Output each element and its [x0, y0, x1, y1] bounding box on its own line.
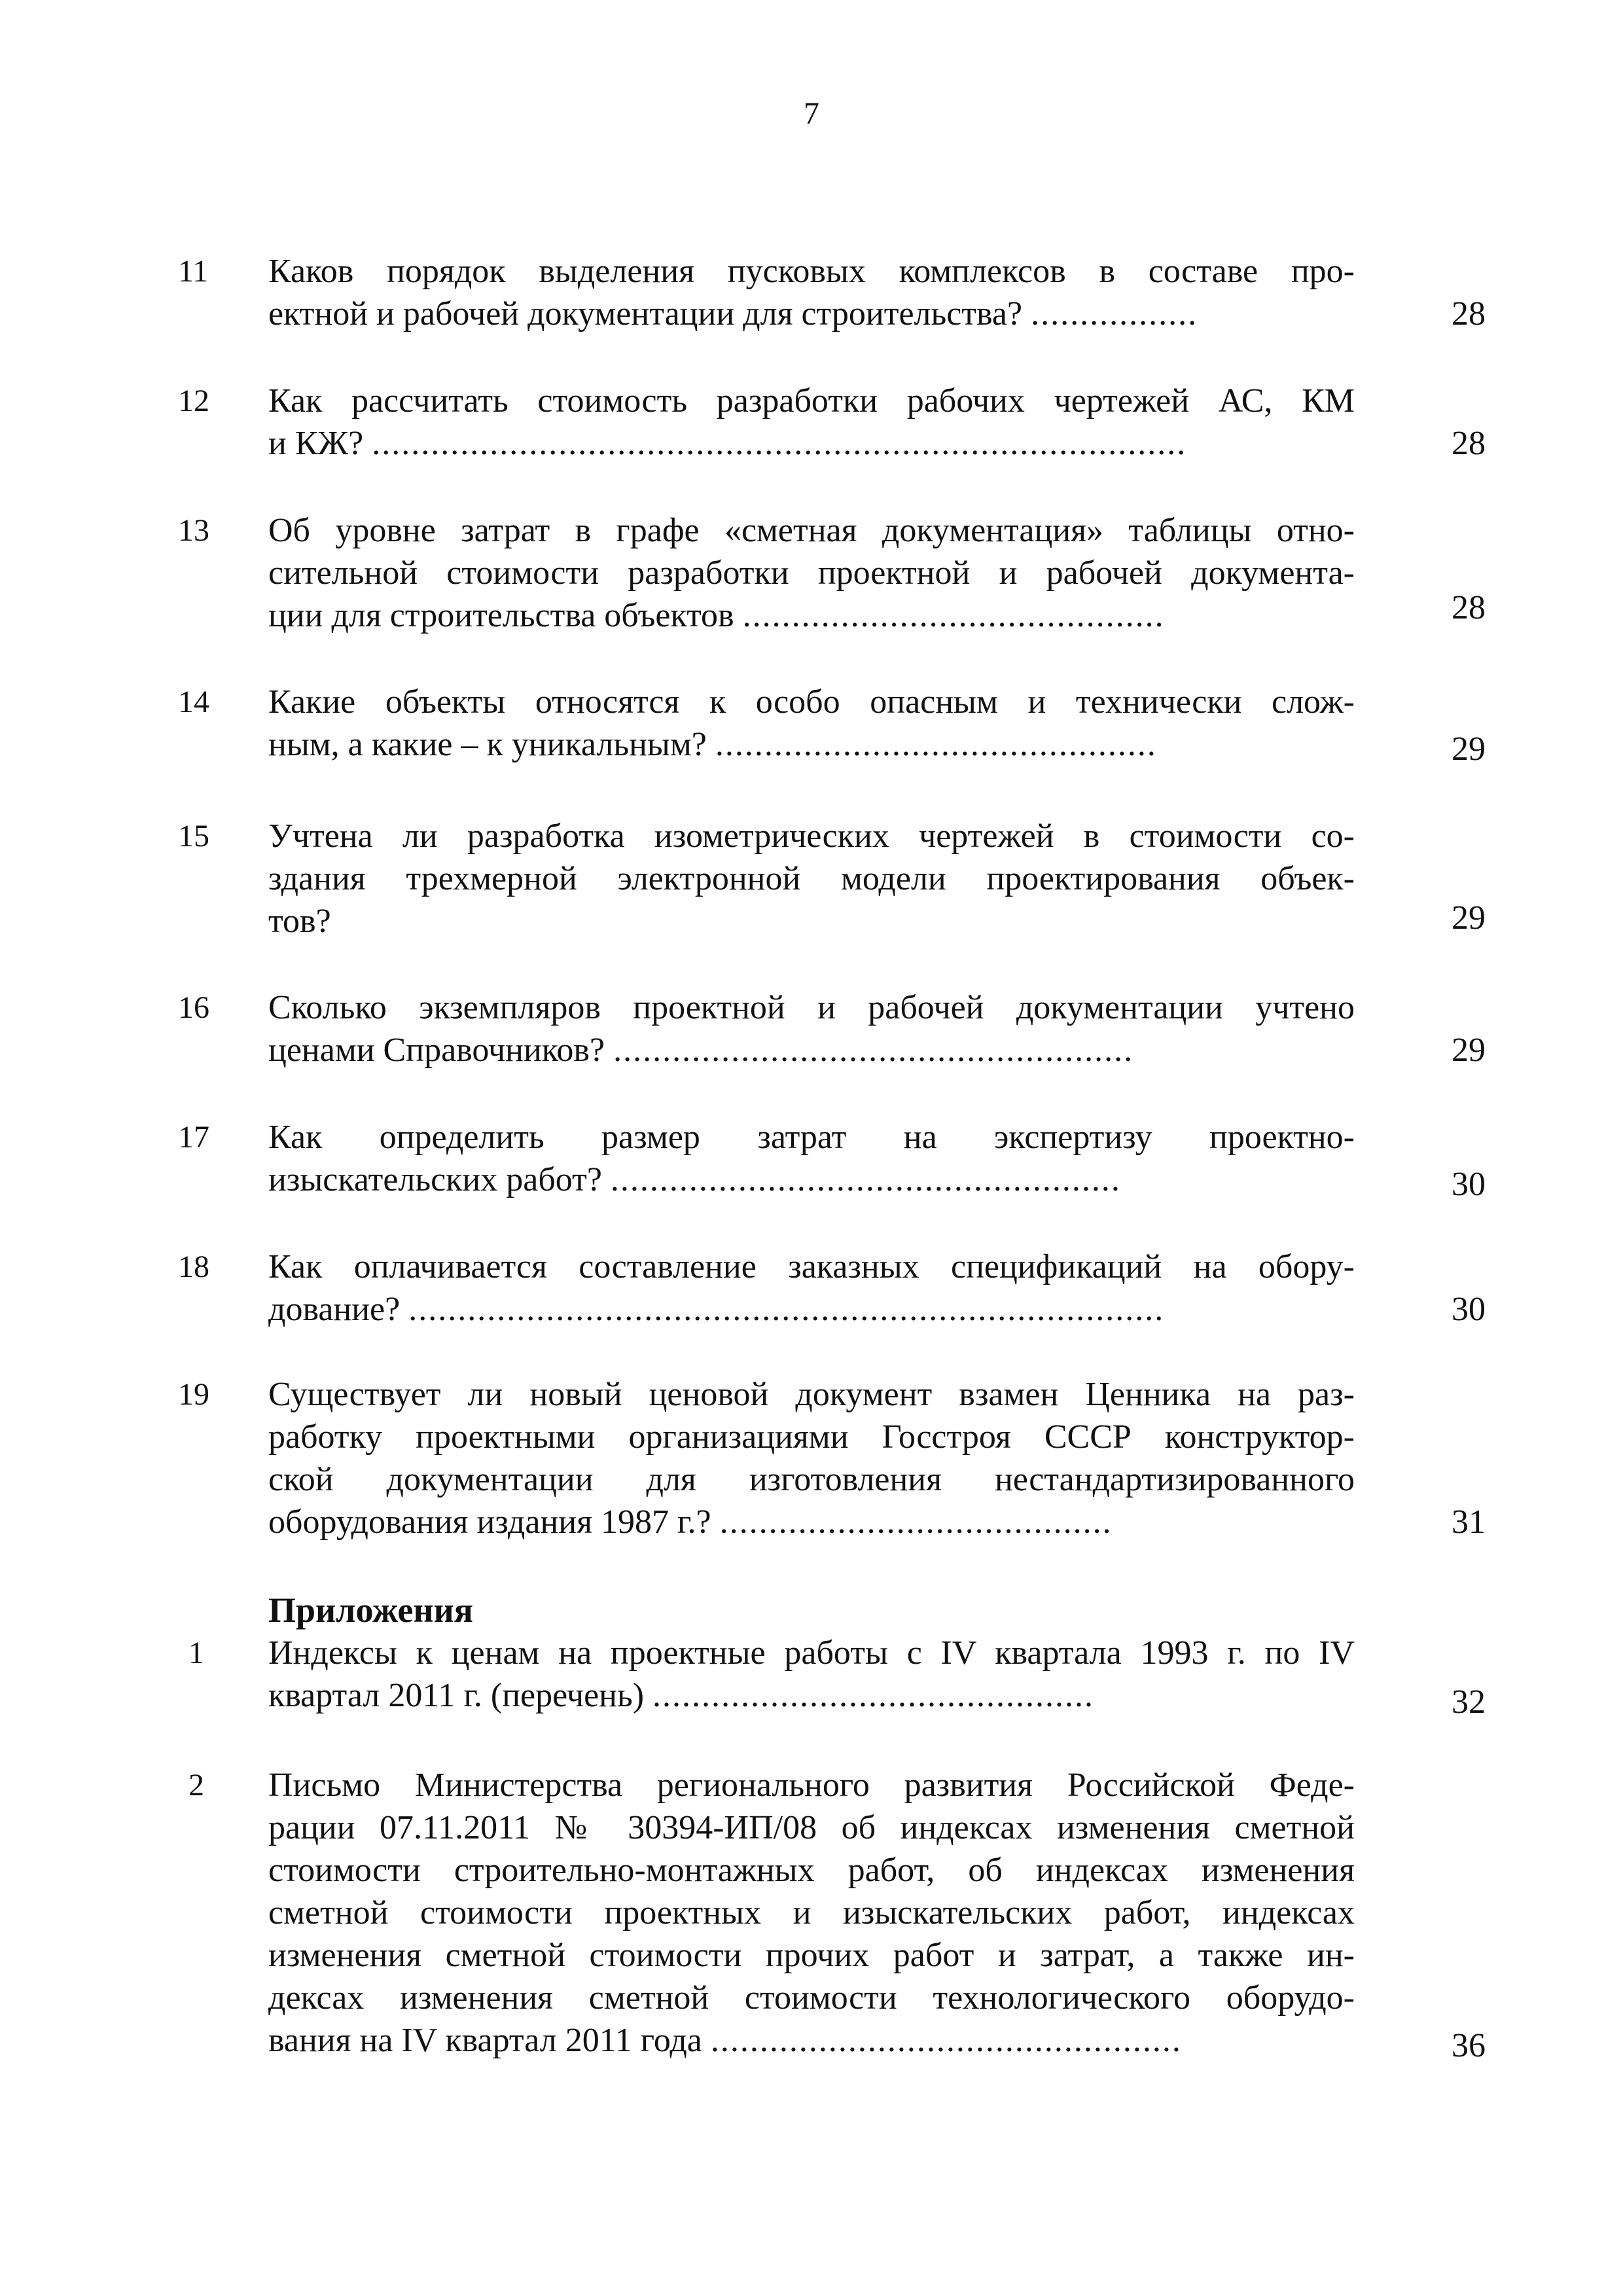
entry-line: дование? ............................................................................. [268, 1291, 1165, 1328]
entry-title [268, 986, 1355, 1071]
entry-page-number: 29 [1452, 730, 1486, 768]
entry-line: Как оплачивается составление заказных спецификаций на обору- [268, 1248, 1355, 1285]
entry-line: Об уровне затрат в графе «сметная документация» таблицы отно- [268, 512, 1355, 549]
entry-line: Существует ли новый ценовой документ взамен Ценника на раз- [268, 1376, 1355, 1413]
entry-page-number: 28 [1452, 295, 1486, 332]
entry-number: 12 [178, 384, 209, 418]
entry-title [268, 1764, 1355, 2062]
entry-title [268, 1632, 1355, 1717]
entry-line: ции для строительства объектов ........................................... [268, 597, 1165, 634]
entry-title [268, 1373, 1355, 1543]
entry-line: Сколько экземпляров проектной и рабочей документации учтено [268, 989, 1355, 1026]
entry-line: Письмо Министерства регионального развития Российской Феде- [268, 1767, 1355, 1804]
entry-line: изыскательских работ? .................................................... [268, 1161, 1121, 1198]
entry-number: 18 [178, 1249, 209, 1284]
entry-line: и КЖ? ................................................................................... [268, 425, 1187, 462]
entry-number: 11 [178, 254, 209, 289]
entry-number: 19 [178, 1377, 209, 1412]
page-number: 7 [804, 96, 819, 131]
entry-line: тов? [268, 903, 331, 940]
entry-page-number: 32 [1452, 1683, 1486, 1721]
entry-line: ской документации для изготовления нестандартизированного [268, 1461, 1355, 1498]
entry-page-number: 29 [1452, 1031, 1486, 1069]
entry-line: ектной и рабочей документации для строительства? ................. [268, 295, 1198, 332]
entry-line: Учтена ли разработка изометрических чертежей в стоимости со- [268, 817, 1355, 855]
entry-line: рации 07.11.2011 № 30394-ИП/08 об индексах изменения сметной [268, 1809, 1355, 1846]
entry-line: ным, а какие – к уникальным? ............................................. [268, 726, 1157, 763]
entry-number: 2 [188, 1768, 204, 1803]
entry-page-number: 30 [1452, 1166, 1486, 1203]
entry-number: 1 [188, 1636, 204, 1670]
entry-title [268, 380, 1355, 465]
entry-number: 14 [178, 685, 209, 719]
entry-page-number: 29 [1452, 899, 1486, 937]
entry-line: стоимости строительно-монтажных работ, об индексах изменения [268, 1852, 1355, 1889]
entry-line: Как рассчитать стоимость разработки рабочих чертежей АС, КМ [268, 382, 1355, 420]
entry-line: здания трехмерной электронной модели проектирования объек- [268, 860, 1355, 897]
entry-number: 16 [178, 990, 209, 1025]
entry-line: квартал 2011 г. (перечень) ............................................. [268, 1677, 1095, 1714]
entry-page-number: 28 [1452, 589, 1486, 626]
appendix-heading: Приложения [268, 1590, 473, 1630]
entry-title [268, 250, 1355, 335]
entry-line: оборудования издания 1987 г.? ........................................ [268, 1503, 1113, 1541]
entry-line: сительной стоимости разработки проектной и рабочей документа- [268, 554, 1355, 592]
entry-page-number: 28 [1452, 425, 1486, 462]
entry-line: вания на IV квартал 2011 года ................................................ [268, 2022, 1182, 2059]
entry-title [268, 681, 1355, 766]
entry-number: 13 [178, 513, 209, 548]
entry-line: ценами Справочников? ..................................................... [268, 1031, 1134, 1069]
entry-line: Индексы к ценам на проектные работы с IV квартала 1993 г. по IV [268, 1634, 1355, 1672]
entry-page-number: 31 [1452, 1503, 1486, 1541]
entry-line: дексах изменения сметной стоимости технологического оборудо- [268, 1979, 1355, 2017]
entry-page-number: 30 [1452, 1291, 1486, 1328]
entry-number: 15 [178, 819, 209, 853]
entry-line: Какие объекты относятся к особо опасным и технически слож- [268, 683, 1355, 721]
entry-page-number: 36 [1452, 2027, 1486, 2064]
entry-title [268, 1116, 1355, 1201]
entry-title [268, 1246, 1355, 1331]
entry-line: работку проектными организациями Госстроя СССР конструктор- [268, 1418, 1355, 1456]
entry-line: сметной стоимости проектных и изыскательских работ, индексах [268, 1894, 1355, 1931]
entry-line: Каков порядок выделения пусковых комплексов в составе про- [268, 253, 1355, 290]
entry-title [268, 815, 1355, 942]
entry-number: 17 [178, 1120, 209, 1155]
entry-line: Как определить размер затрат на экспертизу проектно- [268, 1119, 1355, 1156]
entry-title [268, 509, 1355, 637]
entry-line: изменения сметной стоимости прочих работ и затрат, а также ин- [268, 1937, 1355, 1974]
